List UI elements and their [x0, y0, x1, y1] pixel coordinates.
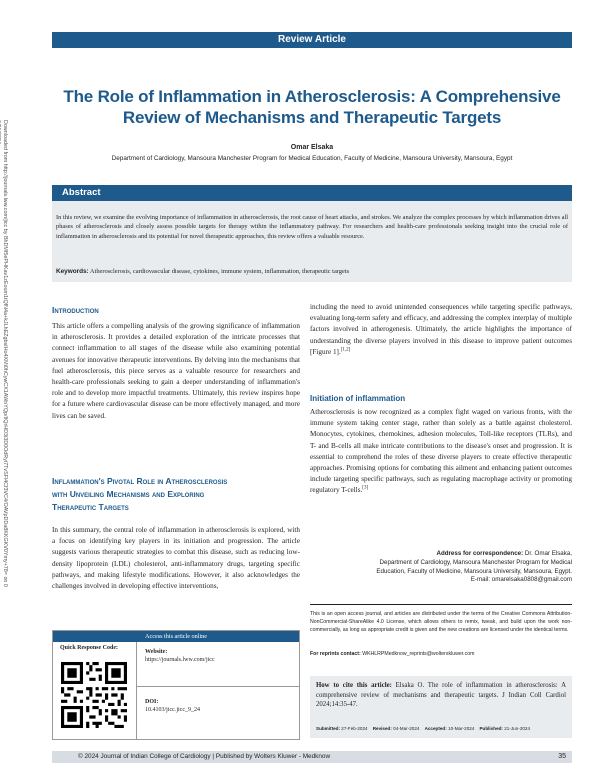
correspondence-name: Dr. Omar Elsaka,: [524, 550, 572, 557]
page-number: 35: [558, 753, 566, 760]
access-details: [137, 642, 299, 739]
submitted-date: 27-Feb-2024: [341, 726, 368, 731]
access-online-box: [52, 630, 300, 740]
article-type-band: [52, 32, 572, 48]
doi-block: [145, 698, 200, 714]
keywords: [56, 267, 568, 276]
access-heading: Access this article online: [53, 631, 299, 642]
citation-text: [316, 681, 566, 710]
article-type-label: Review Article: [278, 34, 346, 45]
download-watermark: [0, 120, 50, 590]
citation-box: [310, 676, 572, 738]
page-footer: [52, 751, 572, 763]
website-link[interactable]: https://journals.lww.com/jicc: [145, 657, 215, 663]
published-date: 21-Jun-2024: [504, 726, 531, 731]
author-name: Omar Elsaka: [290, 144, 334, 151]
website-label: Website:: [145, 649, 168, 655]
reprints-label: For reprints contact:: [310, 651, 361, 657]
citation-body: Elsaka O. The role of inflammation in atherosclerosis: A comprehensive review of mechanisms and therapeutic targets. J Indian Coll Cardiol 2024;14:35-47.: [316, 682, 566, 709]
initiation-text: [310, 407, 572, 497]
author-affiliation: Department of Cardiology, Mansoura Manchester Program for Medical Education, Faculty of Medicine, Mansoura University, Mansoura, Egypt: [111, 155, 513, 162]
article-dates: [316, 726, 566, 731]
citation-label: How to cite this article:: [316, 682, 392, 689]
abstract-heading: Abstract: [62, 187, 101, 198]
abstract-text: In this review, we examine the evolving importance of inflammation in atherosclerosis, the root cause of heart attacks, and strokes. We analyze the complex processes by which inflammation drives all phases of atherosclerosis and closely assess possible targets for therapy within the inflammatory pathway. For researchers and health-care professionals seeking insight into the crucial role of inflammation in atherosclerosis and its potential for novel therapeutic approaches, this review offers a valuable resource.: [56, 214, 568, 240]
divider: [310, 604, 572, 605]
website-block: [145, 648, 215, 664]
correspondence-line1: Department of Cardiology, Mansoura Manchester Program for Medical: [379, 558, 572, 566]
section2-text: In this summary, the central role of inflammation in atherosclerosis is explored, with a focus on identifying key players in its initiation and progression. The article suggests various therapeutic strategies to combat this disease, such as reducing low-density lipoprotein (LDL) cholesterol, anti-inflammatory drugs, targeting specific pathways, and making lifestyle modifications. However, it also acknowledges the challenges involved in developing effective interventions,: [52, 526, 300, 591]
download-watermark-text: Downloaded from http://journals.lww.com/jicc by BhDMf5ePHKav1zEoum1tQfN4a+kJLhEZgbsIHo4XMi0hCywCX1AWnYQp/IlQrHD3i3D0OdRyi7TvSFl4Cf3VC4/OAVpDDa8KKGKV0Ymy+78= on 0: [2, 120, 8, 587]
revised-date: 04-Mar-2024: [393, 726, 420, 731]
access-divider: [137, 686, 299, 687]
initiation-reference: [3]: [362, 486, 369, 492]
doi-value[interactable]: 10.4103/jicc.jicc_9_24: [145, 707, 200, 713]
introduction-text: This article offers a compelling analysis of the growing significance of inflammation in atherosclerosis. It provides a detailed exploration of the intricate processes that connect inflammation to all stages of the disease while also examining potential avenues for innovative therapeutic interventions. By delving into the mechanisms that fuel atherosclerosis, this piece serves as a valuable resource for researchers and health-care professionals seeking to gain a deeper understanding of inflammation's role and to develop more impactful treatments. Ultimately, this review inspires hope for a future where cardiovascular disease can be more effectively managed, and more lives can be saved.: [52, 322, 300, 420]
correspondence-line2: Education, Faculty of Medicine, Mansoura University, Mansoura, Egypt.: [376, 567, 572, 575]
section2-heading: [52, 475, 300, 514]
section2-heading-line3: Therapeutic Targets: [52, 502, 129, 512]
doi-label: DOI:: [145, 699, 159, 705]
revised-label: Revised:: [372, 726, 392, 731]
reprints-line: [310, 651, 572, 657]
introduction-heading: Introduction: [52, 305, 99, 315]
abstract-header: [52, 185, 572, 201]
article-title: The Role of Inflammation in Atherosclerosis: A Comprehensive Review of Mechanisms and Therapeutic Targets: [63, 87, 561, 127]
continuation-body: including the need to avoid unintended consequences while targeting specific pathways, evaluating long-term safety and efficacy, and addressing the complex interplay of multiple factors involved in atherogenesis. Ultimately, the article highlights the importance of understanding the diverse players involved in this disease to improve patient outcomes [Figure 1].: [310, 303, 572, 356]
footer-copyright: © 2024 Journal of Indian College of Cardiology | Published by Wolters Kluwer - Medknow: [78, 753, 331, 760]
continuation-reference: [1,2]: [340, 347, 351, 353]
accepted-label: Accepted:: [424, 726, 447, 731]
section2-heading-line1: Inflammation's Pivotal Role in Atherosclerosis: [52, 476, 228, 486]
qr-panel: [53, 642, 137, 739]
continuation-text: [310, 302, 572, 358]
initiation-heading: Initiation of inflammation: [310, 394, 406, 403]
qr-label: Quick Response Code:: [60, 645, 119, 651]
correspondence-label: Address for correspondence:: [436, 550, 524, 557]
license-text: This is an open access journal, and articles are distributed under the terms of the Creative Commons Attribution-NonCommercial-ShareAlike 4.0 License, which allows others to remix, tweak, and build upon the work non-commercially, as long as appropriate credit is given and the new creations are licensed under the identical terms.: [310, 611, 572, 633]
submitted-label: Submitted:: [316, 726, 340, 731]
initiation-body: Atherosclerosis is now recognized as a complex fight waged on various fronts, with the immune system taking center stage, rather than solely as a battle against cholesterol. Monocytes, cytokines, chemokines, adhesion molecules, Toll-like receptors (TLRs), and T- and B-cells all make intricate contributions to the disease's onset and progression. It is essential to comprehend the roles of these diverse players to create effective therapeutic approaches. Promising options for combating this ailment and enhancing patient outcomes include targeting specific pathways, such as regulating macrophage activity or promoting regulatory T-cells.: [310, 408, 572, 495]
correspondence-email-label: E-mail:: [470, 576, 491, 584]
published-label: Published:: [479, 726, 503, 731]
reprints-email[interactable]: WKHLRPMedknow_reprints@wolterskluwer.com: [362, 651, 475, 657]
keywords-label: Keywords:: [56, 268, 89, 275]
keywords-list: Atherosclerosis, cardiovascular disease, cytokines, immune system, inflammation, therapeutic targets: [89, 268, 350, 275]
correspondence-block: [310, 550, 572, 585]
accepted-date: 10-Mar-2024: [448, 726, 475, 731]
qr-code-icon[interactable]: [61, 662, 127, 728]
correspondence-email[interactable]: omarelsaka0808@gmail.com: [491, 576, 572, 584]
section2-heading-line2: with Unveiling Mechanisms and Exploring: [52, 489, 205, 499]
